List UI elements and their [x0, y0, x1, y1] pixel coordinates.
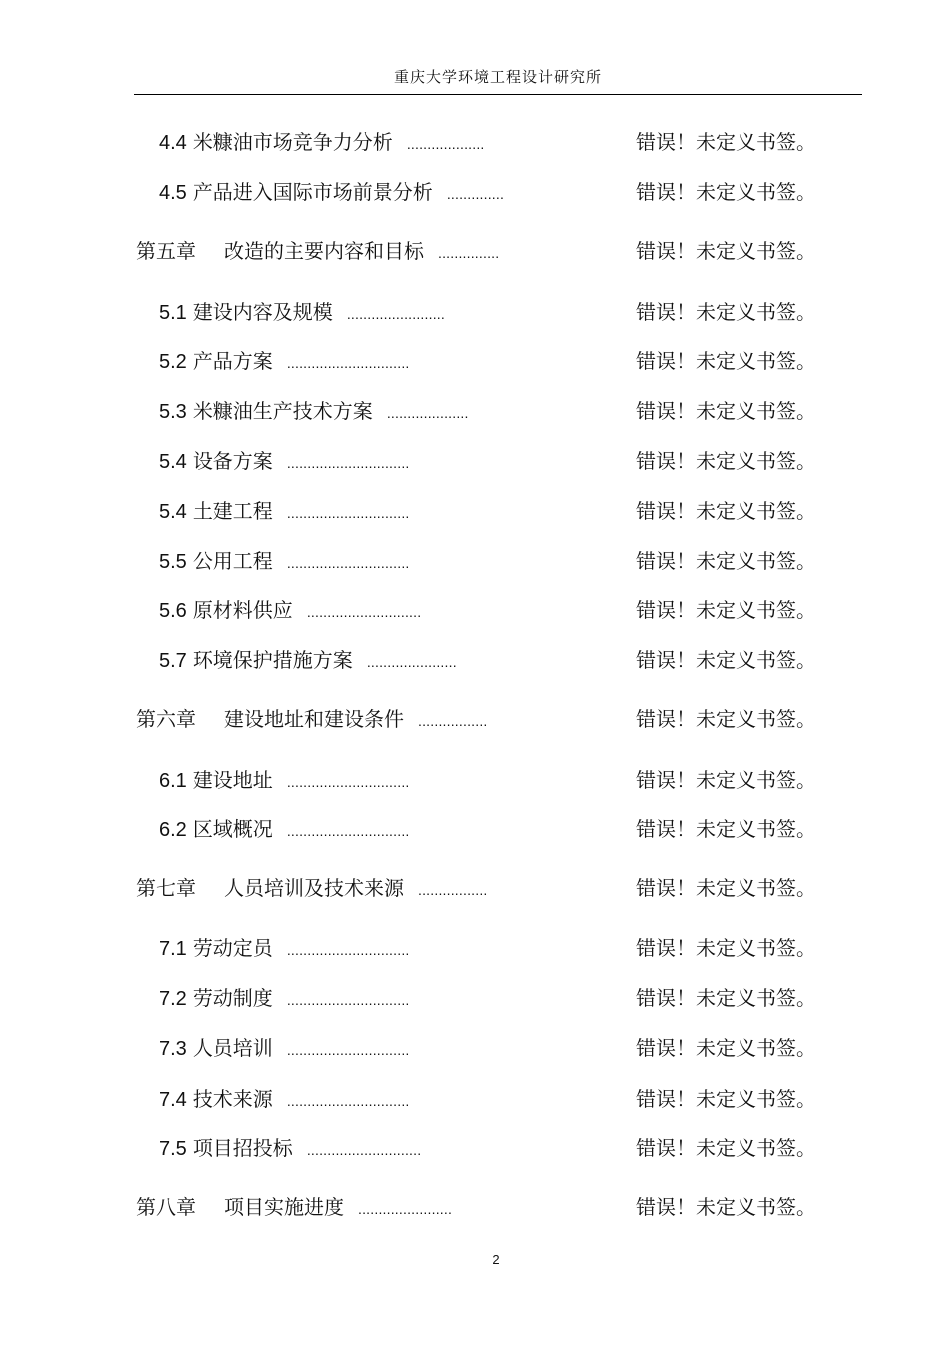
toc-entry-page-ref: 错误！未定义书签。: [636, 598, 816, 622]
toc-entry-page-ref: 错误！未定义书签。: [636, 449, 816, 473]
toc-chapter-number: 第八章: [136, 1195, 196, 1219]
toc-entry-page-ref: 错误！未定义书签。: [636, 1036, 816, 1060]
toc-entry[interactable]: [159, 933, 410, 963]
toc-entry-number: 5.4: [159, 501, 187, 523]
toc-entry-title: 原材料供应: [192, 598, 293, 622]
toc-entry-page-ref: 错误！未定义书签。: [636, 876, 816, 900]
toc-entry-title: 土建工程: [192, 499, 273, 523]
toc-entry-number: 7.1: [159, 938, 187, 960]
toc-entry[interactable]: [159, 983, 410, 1013]
toc-chapter-entry[interactable]: [136, 236, 499, 266]
toc-entry-page-ref: 错误！未定义书签。: [636, 936, 816, 960]
toc-entry-leader: ..............................: [286, 942, 410, 958]
toc-entry-number: 4.5: [159, 182, 187, 204]
toc-entry-page-ref: 错误！未定义书签。: [636, 648, 816, 672]
toc-entry-page-ref: 错误！未定义书签。: [636, 349, 816, 373]
toc-entry-title: 技术来源: [192, 1087, 273, 1111]
toc-entry-title: 产品方案: [192, 349, 273, 373]
toc-entry-page-ref: 错误！未定义书签。: [636, 817, 816, 841]
toc-entry-leader: ...............: [438, 245, 500, 261]
toc-entry-number: 7.4: [159, 1089, 187, 1111]
toc-entry-number: 5.2: [159, 351, 187, 373]
header-rule: [134, 94, 862, 95]
toc-entry-number: 6.1: [159, 770, 187, 792]
toc-entry-title: 区域概况: [192, 817, 273, 841]
toc-chapter-entry[interactable]: [136, 873, 488, 903]
toc-entry-leader: .......................: [358, 1201, 453, 1217]
toc-entry-title: 米糠油生产技术方案: [192, 399, 373, 423]
toc-entry[interactable]: [159, 297, 445, 327]
toc-entry-leader: ..............................: [286, 774, 410, 790]
toc-entry[interactable]: [159, 346, 410, 376]
toc-chapter-number: 第六章: [136, 707, 196, 731]
toc-entry-number: 5.4: [159, 451, 187, 473]
toc-entry-leader: ............................: [306, 604, 422, 620]
toc-entry[interactable]: [159, 1084, 410, 1114]
toc-chapter-entry[interactable]: [136, 704, 488, 734]
toc-entry-title: 建设地址和建设条件: [224, 707, 404, 731]
toc-entry-leader: ..............................: [286, 505, 410, 521]
toc-entry-leader: ..............................: [286, 1093, 410, 1109]
toc-entry-title: 劳动定员: [192, 936, 273, 960]
toc-entry-page-ref: 错误！未定义书签。: [636, 1087, 816, 1111]
toc-entry-number: 4.4: [159, 132, 187, 154]
toc-entry[interactable]: [159, 496, 410, 526]
toc-entry-title: 改造的主要内容和目标: [224, 239, 424, 263]
toc-chapter-number: 第五章: [136, 239, 196, 263]
toc-entry-number: 7.3: [159, 1038, 187, 1060]
toc-entry-number: 5.7: [159, 650, 187, 672]
toc-entry-page-ref: 错误！未定义书签。: [636, 300, 816, 324]
toc-entry-number: 5.5: [159, 551, 187, 573]
toc-entry-leader: ..............: [446, 186, 505, 202]
toc-entry-title: 人员培训: [192, 1036, 273, 1060]
toc-entry-page-ref: 错误！未定义书签。: [636, 707, 816, 731]
toc-entry-title: 项目招投标: [192, 1136, 293, 1160]
toc-entry[interactable]: [159, 595, 421, 625]
toc-entry-page-ref: 错误！未定义书签。: [636, 768, 816, 792]
toc-entry-leader: ..............................: [286, 1042, 410, 1058]
toc-entry-page-ref: 错误！未定义书签。: [636, 549, 816, 573]
toc-entry-page-ref: 错误！未定义书签。: [636, 180, 816, 204]
toc-entry-title: 设备方案: [192, 449, 273, 473]
toc-entry-leader: ....................: [386, 405, 469, 421]
toc-entry[interactable]: [159, 446, 410, 476]
toc-entry-page-ref: 错误！未定义书签。: [636, 1136, 816, 1160]
toc-entry-leader: ..............................: [286, 823, 410, 839]
toc-entry-leader: ..............................: [286, 355, 410, 371]
toc-entry-title: 环境保护措施方案: [192, 648, 353, 672]
toc-entry-leader: ......................: [366, 654, 457, 670]
toc-entry-title: 人员培训及技术来源: [224, 876, 404, 900]
toc-entry-page-ref: 错误！未定义书签。: [636, 239, 816, 263]
toc-entry-number: 5.6: [159, 600, 187, 622]
toc-entry[interactable]: [159, 1133, 421, 1163]
toc-entry-title: 产品进入国际市场前景分析: [192, 180, 433, 204]
toc-entry-number: 5.1: [159, 302, 187, 324]
toc-entry-leader: ..............................: [286, 555, 410, 571]
toc-entry[interactable]: [159, 127, 485, 157]
toc-entry-page-ref: 错误！未定义书签。: [636, 986, 816, 1010]
toc-entry-leader: ..............................: [286, 992, 410, 1008]
toc-entry-leader: .................: [418, 713, 488, 729]
toc-chapter-entry[interactable]: [136, 1192, 452, 1222]
toc-entry-title: 项目实施进度: [224, 1195, 344, 1219]
toc-chapter-number: 第七章: [136, 876, 196, 900]
toc-entry-page-ref: 错误！未定义书签。: [636, 1195, 816, 1219]
toc-entry[interactable]: [159, 765, 410, 795]
toc-entry-leader: .................: [418, 882, 488, 898]
page-header: 重庆大学环境工程设计研究所: [393, 68, 602, 86]
toc-entry[interactable]: [159, 814, 410, 844]
toc-entry-leader: ............................: [306, 1142, 422, 1158]
toc-entry[interactable]: [159, 645, 457, 675]
toc-entry-page-ref: 错误！未定义书签。: [636, 399, 816, 423]
toc-entry-leader: ..............................: [286, 455, 410, 471]
toc-entry-title: 建设内容及规模: [192, 300, 333, 324]
toc-entry-number: 7.5: [159, 1138, 187, 1160]
toc-entry-page-ref: 错误！未定义书签。: [636, 130, 816, 154]
toc-entry-leader: ........................: [346, 306, 445, 322]
toc-entry-title: 米糠油市场竞争力分析: [192, 130, 393, 154]
page-number: 2: [492, 1252, 500, 1267]
toc-entry-title: 劳动制度: [192, 986, 273, 1010]
toc-entry[interactable]: [159, 177, 504, 207]
toc-entry-title: 公用工程: [192, 549, 273, 573]
toc-entry[interactable]: [159, 396, 469, 426]
toc-entry-number: 6.2: [159, 819, 187, 841]
toc-entry[interactable]: [159, 546, 410, 576]
toc-entry-number: 5.3: [159, 401, 187, 423]
toc-entry-page-ref: 错误！未定义书签。: [636, 499, 816, 523]
toc-entry-number: 7.2: [159, 988, 187, 1010]
toc-entry-title: 建设地址: [192, 768, 273, 792]
toc-entry[interactable]: [159, 1033, 410, 1063]
toc-entry-leader: ...................: [406, 136, 485, 152]
